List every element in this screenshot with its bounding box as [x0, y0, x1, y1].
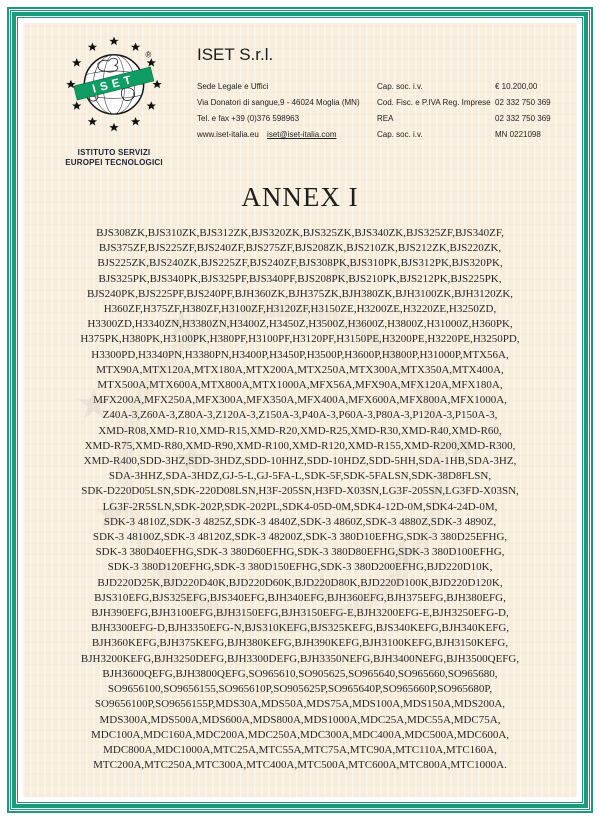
code-line: BJH3600QEFG,BJH3800QEFG,SO965610,SO905625,SO965640,SO965660,SO965680, — [102, 667, 498, 680]
registry-value: 02 332 750 369 — [495, 98, 551, 107]
code-line: H360ZF,H375ZF,H380ZF,H3100ZF,H3120ZF,H3150ZE,H3200ZE,H3220ZE,H3250ZD, — [103, 303, 497, 316]
code-line: MDS300A,MDS500A,MDS600A,MDS800A,MDS1000A,MDC25A,MDC55A,MDC75A, — [99, 713, 501, 726]
registry-value: € 10.200,00 — [495, 82, 538, 91]
code-line: XMD-R75,XMD-R80,XMD-R90,XMD-R100,XMD-R120,XMD-R155,XMD-R200,XMD-R300, — [84, 439, 516, 452]
registry-value: MN 0221098 — [495, 130, 541, 139]
code-line: MTX90A,MTX120A,MTX180A,MTX200A,MTX250A,MTX300A,MTX350A,MTX400A, — [96, 363, 504, 376]
address-block — [197, 79, 377, 143]
letterhead-text — [175, 35, 559, 168]
company-info — [197, 79, 559, 143]
code-line: BJS240PK,BJS225PF,BJS240PF,BJH360ZK,BJH375ZK,BJH380ZK,BJH3100ZK,BJH3120ZK, — [86, 287, 514, 300]
logo-caption-line2: EUROPEI TECNOLOGICI — [65, 158, 163, 167]
code-line: BJS310EFG,BJS325EFG,BJS340EFG,BJH340EFG,BJH360EFG,BJH375EFG,BJH380EFG, — [94, 591, 506, 604]
page-background — [23, 23, 577, 797]
code-line: H375PK,H380PK,H3100PK,H380PF,H3100PF,H3120PF,H3150PE,H3200PE,H3220PE,H3250PD, — [80, 333, 520, 346]
registry-label: Cap. soc. i.v. — [377, 130, 423, 139]
registry-row — [377, 111, 559, 127]
code-line: BJH390EFG,BJH3100EFG,BJH3150EFG,BJH3150EFG-E,BJH3200EFG-E,BJH3250EFG-D, — [91, 607, 509, 620]
company-logo — [53, 35, 175, 168]
globe-logo-icon — [60, 35, 168, 141]
registry-label: Cod. Fisc. e P.IVA Reg. Imprese — [377, 98, 491, 107]
code-line: MFX200A,MFX250A,MFX300A,MFX350A,MFX400A,MFX600A,MFX800A,MFX1000A, — [93, 394, 507, 407]
code-line: SDK-D220D05LSN,SDK-220D08LSN,H3F-205SN,H3FD-X03SN,LG3F-205SN,LG3FD-X03SN, — [81, 485, 519, 498]
address-line-2: Via Donatori di sangue,9 - 46024 Moglia (MN) — [197, 98, 360, 107]
page-border-line2 — [10, 10, 590, 810]
code-line: SO9656100P,SO9656155P,MDS30A,MDS50A,MDS75A,MDS100A,MDS150A,MDS200A, — [94, 698, 506, 711]
code-line: BJS375ZF,BJS225ZF,BJS240ZF,BJS275ZF,BJS208ZK,BJS210ZK,BJS212ZK,BJS220ZK, — [98, 242, 502, 255]
email-link[interactable]: iset@iset-italia.com — [267, 130, 337, 139]
code-line: BJS325PK,BJS340PK,BJS325PF,BJS340PF,BJS208PK,BJS210PK,BJS212PK,BJS225PK, — [98, 272, 502, 285]
address-line-4 — [197, 127, 377, 143]
code-line: BJS308ZK,BJS310ZK,BJS312ZK,BJS320ZK,BJS325ZK,BJS340ZK,BJS325ZF,BJS340ZF, — [96, 227, 504, 239]
code-line: Z40A-3,Z60A-3,Z80A-3,Z120A-3,Z150A-3,P40A-3,P60A-3,P80A-3,P120A-3,P150A-3, — [102, 409, 498, 422]
code-line: MDC800A,MDC1000A,MTC25A,MTC55A,MTC75A,MTC90A,MTC110A,MTC160A, — [103, 743, 497, 756]
code-line: MDC100A,MDC160A,MDC200A,MDC250A,MDC300A,MDC400A,MDC500A,MDC600A, — [90, 728, 510, 741]
registry-label: REA — [377, 114, 394, 123]
page-title: ANNEX I — [241, 182, 359, 212]
registered-trademark-icon: ® — [145, 50, 152, 60]
code-line: BJH3300EFG-D,BJH3350EFG-N,BJS310KEFG,BJS325KEFG,BJS340KEFG,BJH340KEFG, — [90, 622, 510, 635]
code-line: H3300ZD,H3340ZN,H3380ZN,H3400Z,H3450Z,H3500Z,H3600Z,H3800Z,H31000Z,H360PK, — [87, 318, 513, 331]
code-line: BJH3200KEFG,BJH3250DEFG,BJH3300DEFG,BJH3350NEFG,BJH3400NEFG,BJH3500QEFG, — [80, 652, 520, 665]
watermark-star-icon: ★ — [173, 434, 211, 483]
code-line: LG3F-2R5SLN,SDK-202P,SDK-202PL,SDK4-05D-0M,SDK4-12D-0M,SDK4-24D-0M, — [102, 500, 498, 513]
page-border-thick — [12, 12, 588, 808]
registry-row — [377, 127, 559, 143]
code-line: BJD220D25K,BJD220D40K,BJD220D60K,BJD220D80K,BJD220D100K,BJD220D120K, — [97, 576, 503, 589]
code-line: SDK-3 4810Z,SDK-3 4825Z,SDK-3 4840Z,SDK-3 4860Z,SDK-3 4880Z,SDK-3 4890Z, — [103, 515, 497, 528]
company-name: ISET S.r.l. — [197, 45, 274, 64]
code-line: SDK-3 380D120EFHG,SDK-3 380D150EFHG,SDK-3 380D200EFHG,BJD220D10K, — [107, 561, 493, 574]
address-line-3: Tel. e fax +39 (0)376 598963 — [197, 114, 300, 123]
product-codes-list — [74, 226, 526, 773]
code-line: BJS225ZK,BJS240ZK,BJS225ZF,BJS240ZF,BJS308PK,BJS310PK,BJS312PK,BJS320PK, — [97, 257, 503, 270]
code-line: SDA-3HHZ,SDA-3HDZ,GJ-5-L,GJ-5FA-L,SDK-5F,SDK-5FALSN,SDK-38D8FLSN, — [108, 470, 492, 483]
registry-block — [377, 79, 559, 143]
logo-caption — [53, 148, 175, 168]
watermark-star-icon: ★ — [323, 244, 361, 293]
watermark-star-icon: ★ — [75, 379, 113, 428]
registry-label: Cap. soc. i.v. — [377, 82, 423, 91]
code-line: MTX500A,MTX600A,MTX800A,MTX1000A,MFX56A,MFX90A,MFX120A,MFX180A, — [97, 379, 503, 392]
code-line: H3300PD,H3340PN,H3380PN,H3400P,H3450P,H3500P,H3600P,H3800P,H31000P,MTX56A, — [91, 348, 509, 361]
logo-caption-line1: ISTITUTO SERVIZI — [77, 148, 151, 157]
registry-row — [377, 79, 559, 95]
code-line: SDK-3 48100Z,SDK-3 48120Z,SDK-3 48200Z,SDK-3 380D10EFHG,SDK-3 380D25EFHG, — [92, 531, 508, 544]
watermark-star-icon: ★ — [163, 299, 201, 348]
code-line: XMD-R400,SDD-3HZ,SDD-3HDZ,SDD-10HHZ,SDD-10HDZ,SDD-5HH,SDA-1HB,SDA-3HZ, — [83, 455, 517, 468]
page-border-outer — [7, 7, 593, 813]
watermark-star-icon: ★ — [383, 529, 421, 578]
page-border-inner — [17, 17, 583, 803]
code-line: BJH360KEFG,BJH375KEFG,BJH380KEFG,BJH390KEFG,BJH3100KEFG,BJH3150KEFG, — [91, 637, 509, 650]
address-line-1: Sede Legale e Uffici — [197, 82, 269, 91]
website-text: www.iset-italia.eu — [197, 130, 259, 139]
watermark-star-icon: ★ — [443, 419, 481, 468]
letterhead — [23, 23, 577, 168]
code-line: XMD-R08,XMD-R10,XMD-R15,XMD-R20,XMD-R25,XMD-R30,XMD-R40,XMD-R60, — [98, 424, 502, 437]
code-line: MTC200A,MTC250A,MTC300A,MTC400A,MTC500A,MTC600A,MTC800A,MTC1000A. — [93, 759, 507, 772]
logo-banner-text: ISET — [91, 72, 137, 96]
watermark-star-icon: ★ — [93, 489, 131, 538]
registry-value: 02 332 750 369 — [495, 114, 551, 123]
code-line: SO9656100,SO9656155,SO965610P,SO905625P,SO965640P,SO965660P,SO965680P, — [107, 683, 493, 696]
registry-row — [377, 95, 559, 111]
code-line: SDK-3 380D40EFHG,SDK-3 380D60EFHG,SDK-3 380D80EFHG,SDK-3 380D100EFHG, — [95, 546, 505, 559]
watermark-star-icon: ★ — [303, 564, 341, 613]
